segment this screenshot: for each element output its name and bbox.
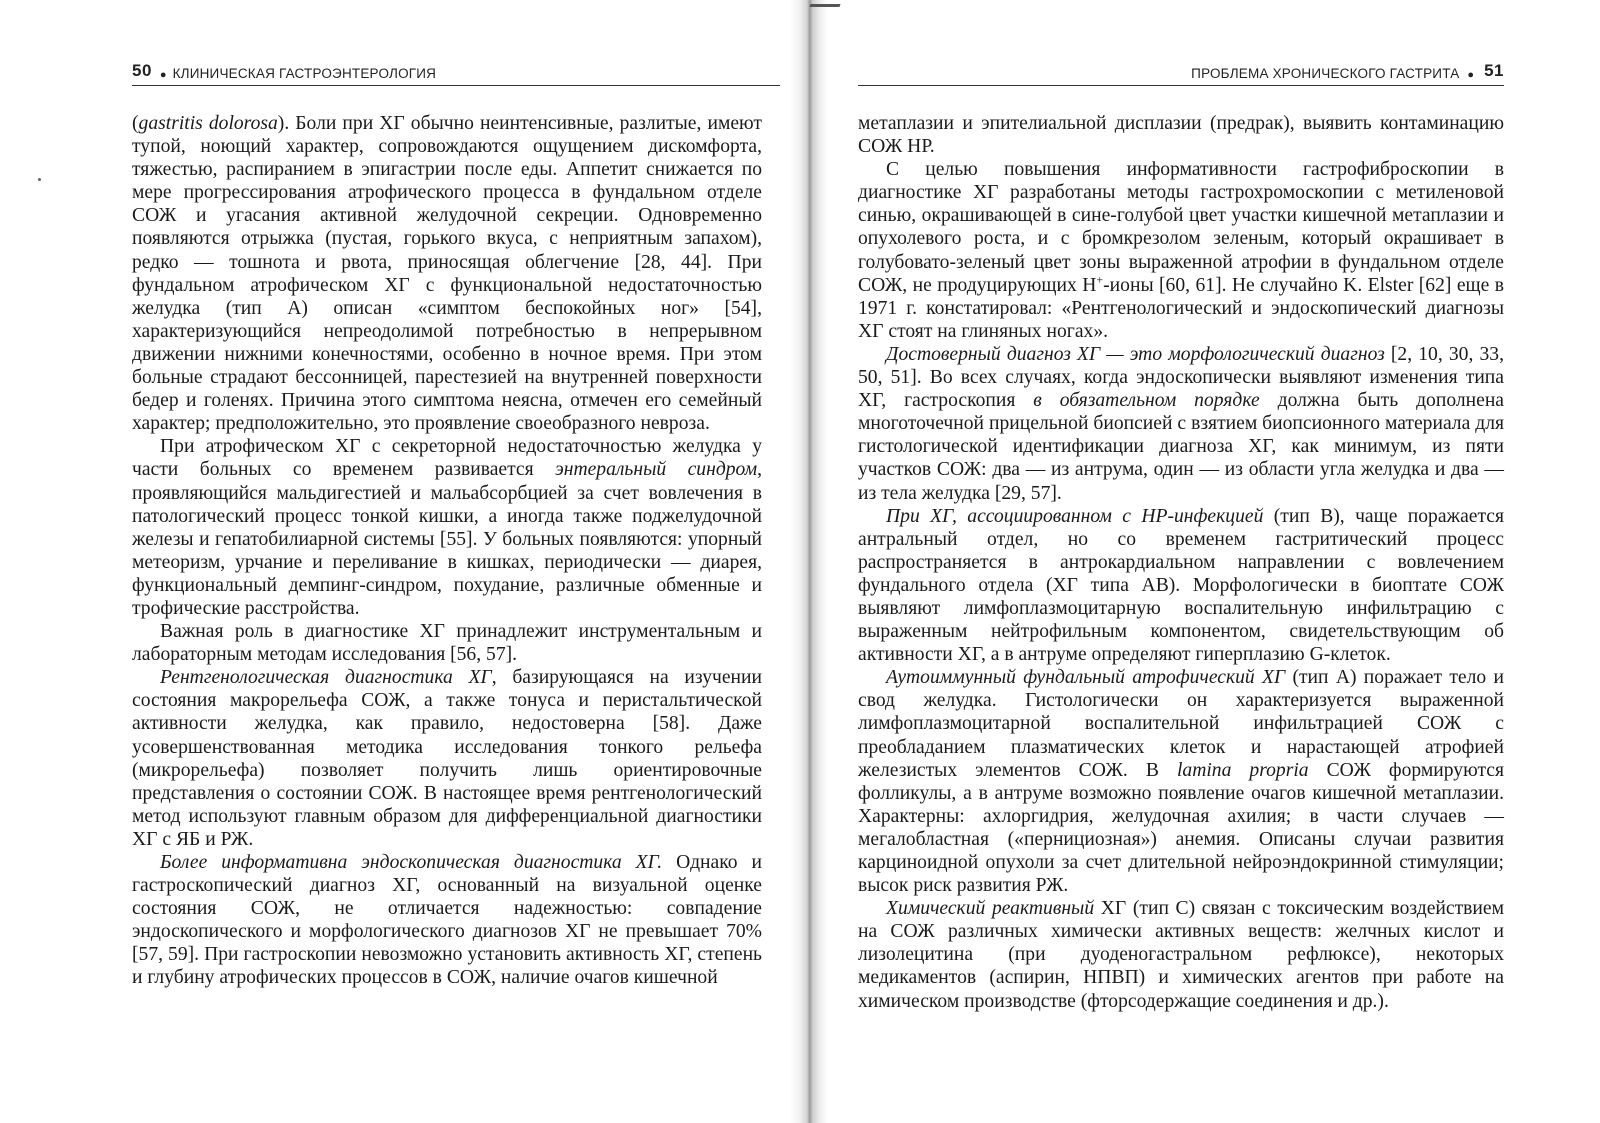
text-run: При атрофическом ХГ с секреторной недостаточностью желудка у части больных со временем развивается bbox=[132, 436, 762, 481]
text-run: , базирующаяся на изучении состояния макрорельефа СОЖ, а также тонуса и перистальтической активности желудка, как правило, недостоверна [58]. Даже усовершенствованная методика исследования тонкого рельефа (микрорельефа) позволяет получить лишь ориентировочные представления о состоянии СОЖ. В настоящее время рентгенологический метод используют главным образом для дифференциальной диагностики ХГ с ЯБ и РЖ. bbox=[132, 667, 763, 850]
paragraph bbox=[858, 112, 1504, 158]
text-run: Важная роль в диагностике ХГ принадлежит инструментальным и лабораторным методам исследования [56, 57]. bbox=[132, 621, 762, 666]
italic-run: При ХГ, ассоциированном с НР-инфекцией bbox=[886, 505, 1264, 527]
text-run: должна быть дополнена многоточечной прицельной биопсией с взятием биопсионного материала для гистологической идентификации диагноза ХГ, как минимум, из пяти участков СОЖ: два — из антрума, один — из области угла желудка и два — из тела желудка [29, 57]. bbox=[858, 390, 1504, 504]
superscript-run: + bbox=[1096, 272, 1104, 287]
paragraph bbox=[132, 851, 762, 990]
right-running-header bbox=[858, 58, 1504, 86]
text-run: (тип В), чаще поражается антральный отдел, но со временем гастритический процесс распространяется в антрокардиальном направлении с вовлечением фундального отдела (ХГ типа АВ). Морфологически в биоптате СОЖ выявляют лимфоплазмоцитарную воспалительную инфильтрацию с выраженным нейтрофильным компонентом, свидетельствующим об активности ХГ, а в антруме определяют гиперплазию G-клеток. bbox=[858, 505, 1504, 666]
paragraph bbox=[858, 897, 1504, 1012]
bullet-icon: ● bbox=[1467, 69, 1475, 81]
page-number: 51 bbox=[1484, 61, 1504, 80]
italic-run: Рентгенологическая диагностика ХГ bbox=[160, 667, 492, 689]
paragraph bbox=[132, 112, 762, 435]
paragraph bbox=[132, 435, 762, 620]
italic-run: gastritis dolorosa bbox=[138, 113, 278, 134]
paragraph bbox=[132, 666, 762, 851]
paragraph bbox=[858, 158, 1504, 343]
text-run: СОЖ формируются фолликулы, а в антруме возможно появление очагов кишечной метаплазии. Характерны: ахлоргидрия, желудочная ахилия; в части случаев — мегалобластная («пернициозная») анемия. Описаны случаи развития карциноидной опухоли за счет длительной нейроэндокринной стимуляции; высок риск развития РЖ. bbox=[858, 759, 1504, 897]
text-run: (тип А) поражает тело и свод желудка. Гистологически он характеризуется выраженной лимфоплазмоцитарной воспалительной инфильтрацией СОЖ с преобладанием плазматических клеток и нарастающей атрофией железистых элементов СОЖ. В bbox=[858, 667, 1504, 781]
italic-run: Более информативна эндоскопическая диагностика ХГ. bbox=[160, 852, 663, 873]
paragraph bbox=[132, 620, 762, 666]
italic-run: Аутоиммунный фундальный атрофический ХГ bbox=[886, 667, 1286, 689]
text-run: ХГ (тип С) связан с токсическим воздействием на СОЖ различных химически активных веществ: желчных кислот и лизолецитина (при дуоденогастральном рефлюксе), некоторых медикаментов (аспирин, НПВП) и химических агентов при работе на химическом производстве (фторсодержащие соединения и др.). bbox=[858, 898, 1504, 1012]
text-run: , проявляющийся мальдигестией и мальабсорбцией за счет вовлечения в патологический процесс тонкой кишки, а иногда также поджелудочной железы и гепатобилиарной системы [55]. У больных появляются: упорный метеоризм, урчание и переливание в кишках, периодически — диарея, функциональный демпинг-синдром, похудание, различные обменные и трофические расстройства. bbox=[132, 459, 762, 619]
running-title: ПРОБЛЕМА ХРОНИЧЕСКОГО ГАСТРИТА bbox=[1191, 66, 1460, 81]
text-run: -ионы [60, 61]. Не случайно K. Elster [62] еще в 1971 г. констатировал: «Рентгенологический и эндоскопический диагнозы ХГ стоят на глиняных ногах». bbox=[858, 274, 1504, 342]
paragraph bbox=[858, 343, 1504, 505]
text-run: Однако и гастроскопический диагноз ХГ, основанный на визуальной оценке состояния СОЖ, не отличается надежностью: совпадение эндоскопического и морфологического диагнозов ХГ не превышает 70% [57, 59]. При гастроскопии невозможно установить активность ХГ, степень и глубину атрофических процессов в СОЖ, наличие очагов кишечной bbox=[132, 852, 762, 989]
left-running-header bbox=[132, 58, 780, 86]
italic-run: энтеральный синдром bbox=[555, 459, 758, 481]
text-run: метаплазии и эпителиальной дисплазии (предрак), выявить контаминацию СОЖ НР. bbox=[858, 113, 1504, 158]
left-body-text bbox=[132, 112, 762, 990]
right-body-text bbox=[858, 112, 1504, 1013]
bullet-icon: ● bbox=[159, 69, 167, 81]
italic-run: lamina propria bbox=[1176, 759, 1309, 781]
right-page bbox=[800, 0, 1600, 1123]
text-run: ( bbox=[132, 113, 139, 134]
italic-run: в обязательном порядке bbox=[1033, 390, 1260, 412]
page-number: 50 bbox=[132, 61, 152, 80]
italic-run: Химический реактивный bbox=[886, 898, 1095, 920]
paragraph bbox=[858, 666, 1504, 897]
italic-run: Достоверный диагноз ХГ — это морфологический диагноз bbox=[886, 343, 1385, 365]
text-run: ). Боли при ХГ обычно неинтенсивные, разлитые, имеют тупой, ноющий характер, сопровождаются ощущением дискомфорта, тяжестью, распиранием в эпигастрии после еды. Аппетит снижается по мере прогрессирования атрофического процесса в фундальном отделе СОЖ и угасания активной желудочной секреции. Одновременно появляются отрыжка (пустая, горького вкуса, с неприятным запахом), редко — тошнота и рвота, приносящая облегчение [28, 44]. При фундальном атрофическом ХГ с функциональной недостаточностью желудка (тип А) описан «симптом беспокойных ног» [54], характеризующийся непреодолимой потребностью в непрерывном движении нижними конечностями, особенно в ночное время. При этом больные страдают бессонницей, парестезией на внутренней поверхности бедер и голенях. Причина этого симптома неясна, отмечен его семейный характер; предположительно, это проявление своеобразного невроза. bbox=[132, 113, 762, 435]
text-run: [2, 10, 30, 33, 50, 51]. Во всех случаях, когда эндоскопически выявляют изменения типа ХГ, гастроскопия bbox=[858, 343, 1505, 412]
paragraph bbox=[858, 505, 1504, 667]
running-title: КЛИНИЧЕСКАЯ ГАСТРОЭНТЕРОЛОГИЯ bbox=[172, 66, 437, 81]
text-run: С целью повышения информативности гастрофиброскопии в диагностике ХГ разработаны методы гастрохромоскопии с метиленовой синью, окрашивающей в сине-голубой цвет участки кишечной метаплазии и опухолевого роста, и с бромкрезолом зеленым, который окрашивает в голубовато-зеленый цвет зоны выраженной атрофии в фундальном отделе СОЖ, не продуцирующих Н bbox=[858, 159, 1504, 296]
